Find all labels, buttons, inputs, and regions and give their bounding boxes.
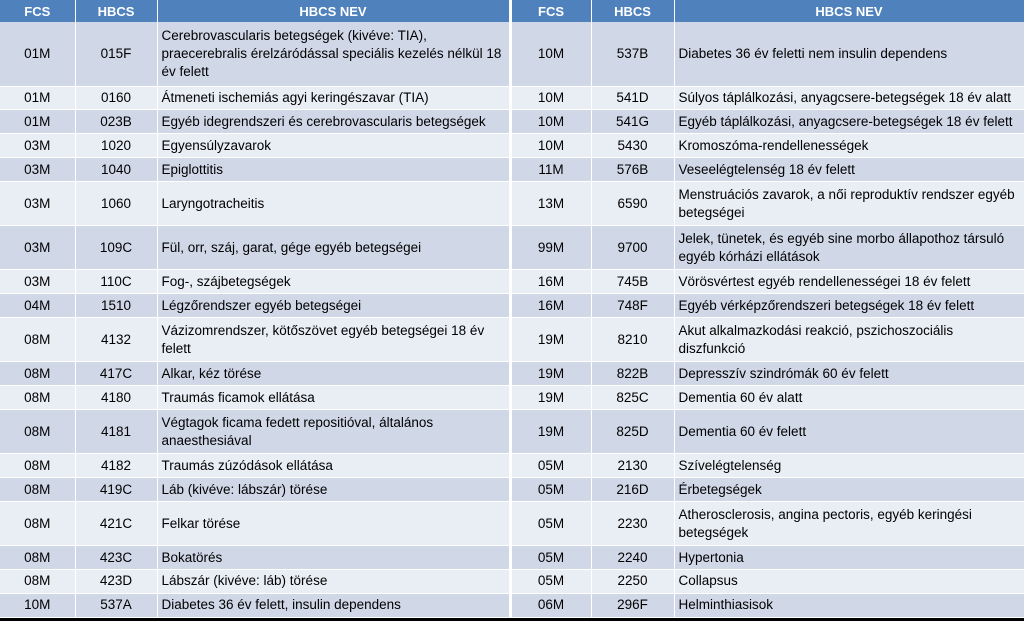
cell-fcs: 03M xyxy=(0,134,75,158)
cell-hbcs-nev-2: Dementia 60 év alatt xyxy=(674,386,1024,410)
cell-hbcs-nev-2: Súlyos táplálkozási, anyagcsere-betegségek 18 év alatt xyxy=(674,86,1024,110)
cell-hbcs-nev: Alkar, kéz törése xyxy=(157,362,510,386)
table-row xyxy=(0,226,1024,270)
cell-hbcs-nev-2: Atherosclerosis, angina pectoris, egyéb keringési betegségek xyxy=(674,501,1024,545)
cell-hbcs: 423C xyxy=(75,546,157,570)
cell-hbcs-nev-2: Menstruációs zavarok, a női reproduktív rendszer egyéb betegségei xyxy=(674,181,1024,225)
cell-hbcs-2: 537B xyxy=(591,22,674,86)
cell-hbcs: 423D xyxy=(75,570,157,594)
table-row xyxy=(0,410,1024,454)
col-header-fcs-2: FCS xyxy=(510,0,591,22)
cell-hbcs-2: 576B xyxy=(591,158,674,182)
table-row xyxy=(0,478,1024,502)
col-header-hbcs-2: HBCS xyxy=(591,0,674,22)
col-header-hbcs-nev: HBCS NEV xyxy=(157,0,510,22)
cell-hbcs: 0160 xyxy=(75,86,157,110)
cell-fcs-2: 16M xyxy=(510,294,591,318)
cell-fcs-2: 19M xyxy=(510,386,591,410)
cell-hbcs: 1510 xyxy=(75,294,157,318)
cell-hbcs-nev-2: Helminthiasisok xyxy=(674,593,1024,617)
table-row xyxy=(0,501,1024,545)
cell-hbcs-nev: Láb (kivéve: lábszár) törése xyxy=(157,478,510,502)
cell-fcs-2: 19M xyxy=(510,362,591,386)
cell-hbcs: 110C xyxy=(75,270,157,294)
table-row xyxy=(0,386,1024,410)
table-row xyxy=(0,294,1024,318)
cell-hbcs-nev-2: Hypertonia xyxy=(674,546,1024,570)
cell-hbcs: 109C xyxy=(75,226,157,270)
cell-fcs-2: 05M xyxy=(510,501,591,545)
cell-hbcs-nev: Laryngotracheitis xyxy=(157,181,510,225)
cell-hbcs: 1040 xyxy=(75,158,157,182)
cell-hbcs-nev: Légzőrendszer egyéb betegségei xyxy=(157,294,510,318)
cell-hbcs-nev-2: Depresszív szindrómák 60 év felett xyxy=(674,362,1024,386)
cell-hbcs-2: 541D xyxy=(591,86,674,110)
table-row xyxy=(0,362,1024,386)
cell-fcs: 08M xyxy=(0,478,75,502)
cell-fcs: 08M xyxy=(0,454,75,478)
cell-hbcs-nev-2: Jelek, tünetek, és egyéb sine morbo állapothoz társuló egyéb kórházi ellátások xyxy=(674,226,1024,270)
cell-fcs: 08M xyxy=(0,546,75,570)
cell-hbcs-2: 748F xyxy=(591,294,674,318)
cell-fcs-2: 06M xyxy=(510,593,591,617)
cell-hbcs-nev: Cerebrovascularis betegségek (kivéve: TIA), praecerebralis érelzáródással speciális kezelés nélkül 18 év felett xyxy=(157,22,510,86)
cell-fcs: 10M xyxy=(0,593,75,617)
cell-hbcs-nev: Egyéb idegrendszeri és cerebrovascularis betegségek xyxy=(157,110,510,134)
cell-hbcs: 417C xyxy=(75,362,157,386)
table-row xyxy=(0,181,1024,225)
table-row xyxy=(0,270,1024,294)
cell-fcs-2: 19M xyxy=(510,410,591,454)
cell-hbcs-2: 9700 xyxy=(591,226,674,270)
table-row xyxy=(0,546,1024,570)
col-header-hbcs: HBCS xyxy=(75,0,157,22)
cell-hbcs-nev-2: Egyéb táplálkozási, anyagcsere-betegségek 18 év felett xyxy=(674,110,1024,134)
cell-hbcs: 4180 xyxy=(75,386,157,410)
cell-hbcs-2: 2230 xyxy=(591,501,674,545)
cell-hbcs: 4132 xyxy=(75,318,157,362)
cell-fcs: 03M xyxy=(0,270,75,294)
table-row xyxy=(0,22,1024,86)
cell-hbcs: 023B xyxy=(75,110,157,134)
cell-fcs-2: 05M xyxy=(510,478,591,502)
cell-hbcs-nev: Felkar törése xyxy=(157,501,510,545)
cell-hbcs-nev-2: Egyéb vérképzőrendszeri betegségek 18 év felett xyxy=(674,294,1024,318)
cell-hbcs-nev: Epiglottitis xyxy=(157,158,510,182)
table-row xyxy=(0,570,1024,594)
cell-hbcs: 4182 xyxy=(75,454,157,478)
table-row xyxy=(0,134,1024,158)
cell-fcs: 04M xyxy=(0,294,75,318)
cell-hbcs-2: 822B xyxy=(591,362,674,386)
cell-hbcs-nev: Végtagok ficama fedett repositióval, általános anaesthesiával xyxy=(157,410,510,454)
cell-hbcs-2: 2130 xyxy=(591,454,674,478)
cell-fcs-2: 10M xyxy=(510,22,591,86)
cell-hbcs-nev-2: Vörösvértest egyéb rendellenességei 18 év felett xyxy=(674,270,1024,294)
cell-fcs-2: 05M xyxy=(510,570,591,594)
cell-hbcs: 537A xyxy=(75,593,157,617)
table-row xyxy=(0,110,1024,134)
table-row xyxy=(0,158,1024,182)
cell-fcs: 03M xyxy=(0,181,75,225)
cell-fcs: 03M xyxy=(0,158,75,182)
cell-fcs: 08M xyxy=(0,501,75,545)
cell-hbcs: 015F xyxy=(75,22,157,86)
cell-hbcs-2: 2240 xyxy=(591,546,674,570)
col-header-fcs: FCS xyxy=(0,0,75,22)
cell-hbcs-nev-2: Veseelégtelenség 18 év felett xyxy=(674,158,1024,182)
cell-fcs-2: 10M xyxy=(510,86,591,110)
col-header-hbcs-nev-2: HBCS NEV xyxy=(674,0,1024,22)
cell-hbcs-nev: Vázizomrendszer, kötőszövet egyéb betegségei 18 év felett xyxy=(157,318,510,362)
cell-fcs-2: 05M xyxy=(510,546,591,570)
cell-fcs-2: 10M xyxy=(510,110,591,134)
cell-hbcs: 1060 xyxy=(75,181,157,225)
cell-hbcs: 1020 xyxy=(75,134,157,158)
cell-fcs: 08M xyxy=(0,570,75,594)
cell-hbcs-nev: Egyensúlyzavarok xyxy=(157,134,510,158)
cell-fcs-2: 16M xyxy=(510,270,591,294)
cell-hbcs: 421C xyxy=(75,501,157,545)
cell-hbcs-nev: Lábszár (kivéve: láb) törése xyxy=(157,570,510,594)
cell-hbcs-nev-2: Kromoszóma-rendellenességek xyxy=(674,134,1024,158)
cell-hbcs-nev: Fog-, szájbetegségek xyxy=(157,270,510,294)
cell-hbcs-nev-2: Érbetegségek xyxy=(674,478,1024,502)
cell-fcs: 08M xyxy=(0,318,75,362)
cell-hbcs-2: 6590 xyxy=(591,181,674,225)
cell-hbcs-nev: Bokatörés xyxy=(157,546,510,570)
cell-fcs: 08M xyxy=(0,362,75,386)
cell-fcs: 08M xyxy=(0,410,75,454)
cell-hbcs-nev: Traumás zúzódások ellátása xyxy=(157,454,510,478)
cell-fcs-2: 13M xyxy=(510,181,591,225)
cell-fcs: 01M xyxy=(0,86,75,110)
cell-hbcs-nev-2: Szívelégtelenség xyxy=(674,454,1024,478)
cell-hbcs-nev: Traumás ficamok ellátása xyxy=(157,386,510,410)
cell-hbcs: 419C xyxy=(75,478,157,502)
cell-fcs: 01M xyxy=(0,22,75,86)
table-body xyxy=(0,22,1024,618)
table-row xyxy=(0,318,1024,362)
cell-fcs: 01M xyxy=(0,110,75,134)
cell-hbcs-nev: Diabetes 36 év felett, insulin dependens xyxy=(157,593,510,617)
cell-hbcs-2: 825D xyxy=(591,410,674,454)
cell-hbcs-nev-2: Collapsus xyxy=(674,570,1024,594)
table-row xyxy=(0,86,1024,110)
table-row xyxy=(0,593,1024,617)
cell-hbcs-2: 825C xyxy=(591,386,674,410)
cell-hbcs-2: 216D xyxy=(591,478,674,502)
cell-hbcs-2: 541G xyxy=(591,110,674,134)
cell-hbcs-nev: Fül, orr, száj, garat, gége egyéb betegségei xyxy=(157,226,510,270)
cell-fcs: 08M xyxy=(0,386,75,410)
cell-hbcs-nev-2: Diabetes 36 év feletti nem insulin dependens xyxy=(674,22,1024,86)
cell-hbcs-2: 745B xyxy=(591,270,674,294)
cell-fcs-2: 10M xyxy=(510,134,591,158)
cell-hbcs-2: 2250 xyxy=(591,570,674,594)
cell-hbcs-2: 8210 xyxy=(591,318,674,362)
table-row xyxy=(0,454,1024,478)
cell-hbcs: 4181 xyxy=(75,410,157,454)
cell-hbcs-2: 5430 xyxy=(591,134,674,158)
cell-hbcs-nev-2: Dementia 60 év felett xyxy=(674,410,1024,454)
cell-hbcs-2: 296F xyxy=(591,593,674,617)
header-row xyxy=(0,0,1024,22)
cell-fcs-2: 05M xyxy=(510,454,591,478)
cell-hbcs-nev-2: Akut alkalmazkodási reakció, pszichoszociális diszfunkció xyxy=(674,318,1024,362)
cell-fcs-2: 11M xyxy=(510,158,591,182)
cell-hbcs-nev: Átmeneti ischemiás agyi keringészavar (TIA) xyxy=(157,86,510,110)
cell-fcs-2: 99M xyxy=(510,226,591,270)
cell-fcs: 03M xyxy=(0,226,75,270)
cell-fcs-2: 19M xyxy=(510,318,591,362)
